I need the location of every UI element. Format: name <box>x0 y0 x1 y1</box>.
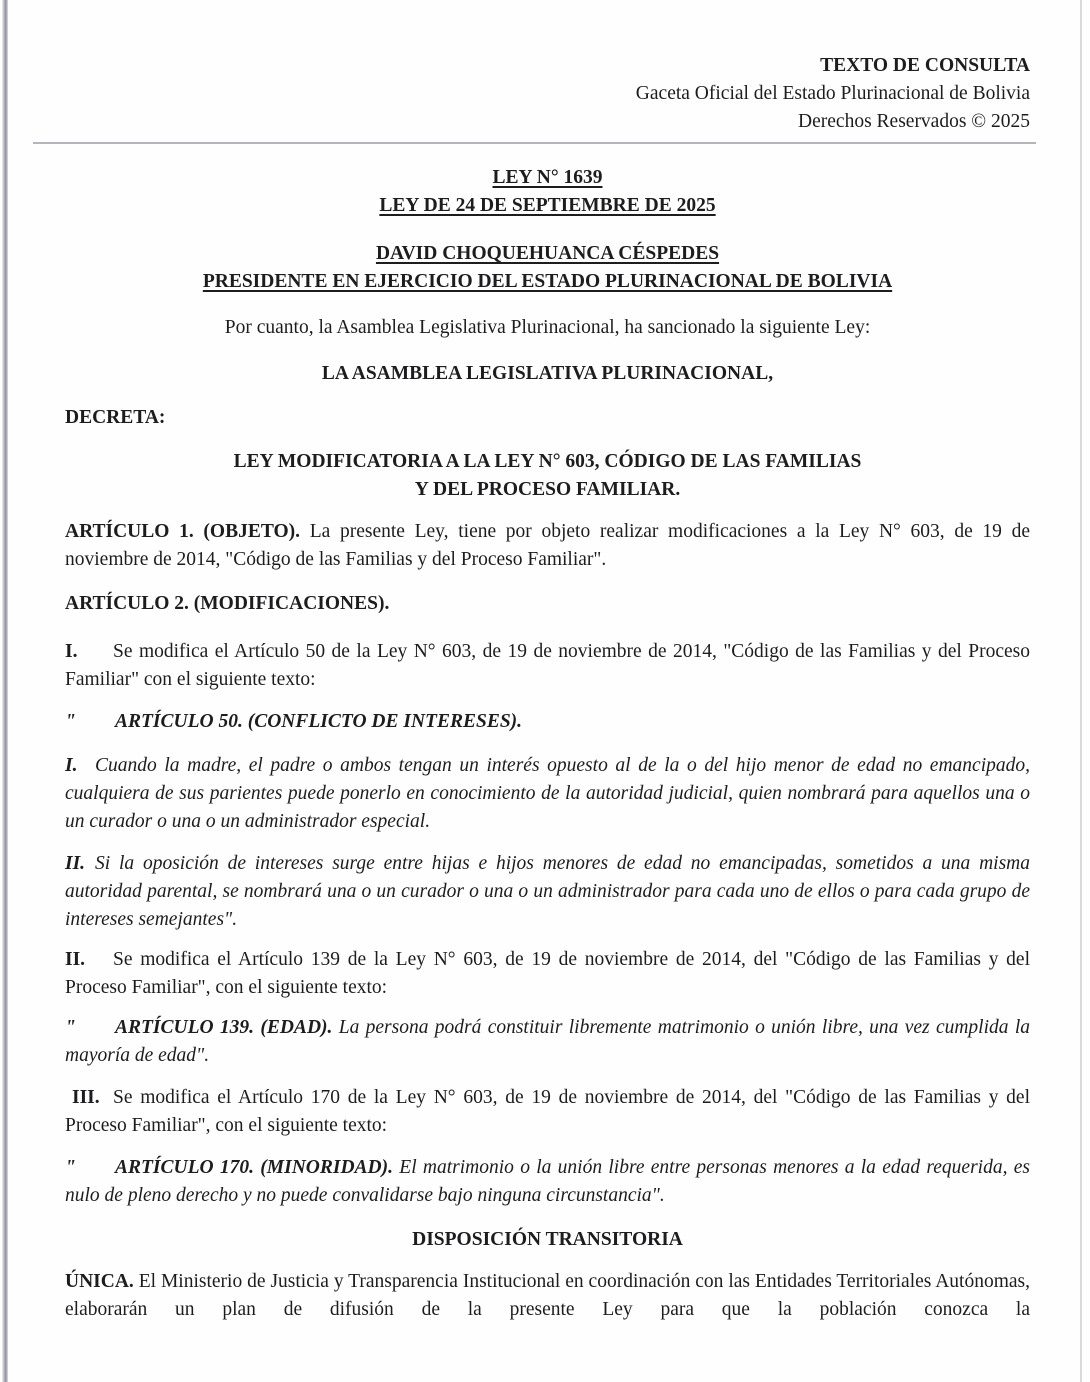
document-header <box>65 52 1030 136</box>
unica-text: El Ministerio de Justicia y Transparencia Institucional en coordinación con las Entidades Territoriales Autónomas, elaborarán un plan de difusión de la presente Ley para que la población conozca la <box>65 1271 1030 1320</box>
article-1-label: ARTÍCULO 1. (OBJETO). <box>65 521 301 542</box>
decreta-heading: DECRETA: <box>65 407 166 428</box>
modification-2-numeral: II. <box>65 949 86 970</box>
article-50-clause-2 <box>65 850 1030 934</box>
law-title-line-1: LEY MODIFICATORIA A LA LEY N° 603, CÓDIGO DE LAS FAMILIAS <box>233 451 862 472</box>
president-name-text: DAVID CHOQUEHUANCA CÉSPEDES <box>375 243 720 264</box>
por-cuanto-paragraph: Por cuanto, la Asamblea Legislativa Plurinacional, ha sancionado la siguiente Ley: <box>224 317 871 338</box>
transitory-heading: DISPOSICIÓN TRANSITORIA <box>412 1229 683 1250</box>
clause-2-text: Si la oposición de intereses surge entre hijas e hijos menores de edad no emancipadas, sometidos a una misma autoridad parental, se nombrará una o un curador o una o un administrador para cada uno de ellos o para cada grupo de intereses semejantes". <box>65 853 1030 930</box>
law-date-line <box>65 192 1030 220</box>
article-50-clause-1 <box>65 752 1030 836</box>
unica-paragraph <box>65 1268 1030 1324</box>
article-170-label: ARTÍCULO 170. (MINORIDAD). <box>115 1157 394 1178</box>
law-number-text: LEY N° 1639 <box>492 167 603 188</box>
open-quote-mark: " <box>65 1017 76 1038</box>
quoted-article-139-paragraph <box>65 1014 1030 1070</box>
modification-1-intro <box>65 638 1030 694</box>
clause-1-numeral: I. <box>65 755 78 776</box>
modification-3-numeral: III. <box>72 1087 100 1108</box>
law-title-heading <box>65 448 1030 504</box>
article-170-text: El matrimonio o la unión libre entre personas menores a la edad requerida, es nulo de pleno derecho y no puede convalidarse bajo ninguna circunstancia". <box>65 1157 1030 1206</box>
president-name-line <box>65 240 1030 268</box>
law-date-text: LEY DE 24 DE SEPTIEMBRE DE 2025 <box>379 195 716 216</box>
header-gaceta-line: Gaceta Oficial del Estado Plurinacional de Bolivia <box>635 83 1030 104</box>
header-consulta-title: TEXTO DE CONSULTA <box>820 55 1030 76</box>
open-quote-mark: " <box>65 711 76 732</box>
clause-2-numeral: II. <box>65 853 86 874</box>
modification-1-intro-text: Se modifica el Artículo 50 de la Ley N° 603, de 19 de noviembre de 2014, "Código de las Familias y del Proceso Familiar" con el siguiente texto: <box>65 641 1030 690</box>
modification-3-intro <box>65 1084 1030 1140</box>
clause-1-text: Cuando la madre, el padre o ambos tengan un interés opuesto al de la o del hijo menor de edad no emancipado, cualquiera de sus parientes puede ponerlo en conocimiento de la autoridad judicial, quien nombrará para aquellos una o un curador o una o un administrador especial. <box>65 755 1030 832</box>
law-number-heading <box>65 164 1030 220</box>
law-title-line-2: Y DEL PROCESO FAMILIAR. <box>414 479 681 500</box>
law-number-line <box>65 164 1030 192</box>
modification-2-intro <box>65 946 1030 1002</box>
modification-1-numeral: I. <box>65 641 78 662</box>
open-quote-mark: " <box>65 1157 76 1178</box>
modification-2-intro-text: Se modifica el Artículo 139 de la Ley N° 603, de 19 de noviembre de 2014, del "Código de las Familias y del Proceso Familiar", con el siguiente texto: <box>65 949 1030 998</box>
article-1-paragraph <box>65 518 1030 574</box>
asamblea-heading: LA ASAMBLEA LEGISLATIVA PLURINACIONAL, <box>321 363 774 384</box>
president-title-line <box>65 268 1030 296</box>
quoted-article-50-heading <box>65 708 1030 736</box>
article-1-text: La presente Ley, tiene por objeto realizar modificaciones a la Ley N° 603, de 19 de noviembre de 2014, "Código de las Familias y del Proceso Familiar". <box>65 521 1031 570</box>
president-heading <box>65 240 1030 296</box>
article-2-heading: ARTÍCULO 2. (MODIFICACIONES). <box>65 593 390 614</box>
president-title-text: PRESIDENTE EN EJERCICIO DEL ESTADO PLURINACIONAL DE BOLIVIA <box>202 271 893 292</box>
article-139-text: La persona podrá constituir libremente matrimonio o unión libre, una vez cumplida la mayoría de edad". <box>65 1017 1031 1066</box>
article-50-label: ARTÍCULO 50. (CONFLICTO DE INTERESES). <box>115 711 523 732</box>
scan-border-right <box>1080 0 1082 1382</box>
modification-3-intro-text: Se modifica el Artículo 170 de la Ley N° 603, de 19 de noviembre de 2014, del "Código de las Familias y del Proceso Familiar", con el siguiente texto: <box>65 1087 1030 1136</box>
unica-label: ÚNICA. <box>65 1271 134 1292</box>
header-divider <box>33 142 1036 144</box>
scan-border-left <box>2 0 8 1382</box>
header-copyright-line: Derechos Reservados © 2025 <box>798 111 1030 132</box>
quoted-article-170-paragraph <box>65 1154 1030 1210</box>
article-139-label: ARTÍCULO 139. (EDAD). <box>115 1017 333 1038</box>
